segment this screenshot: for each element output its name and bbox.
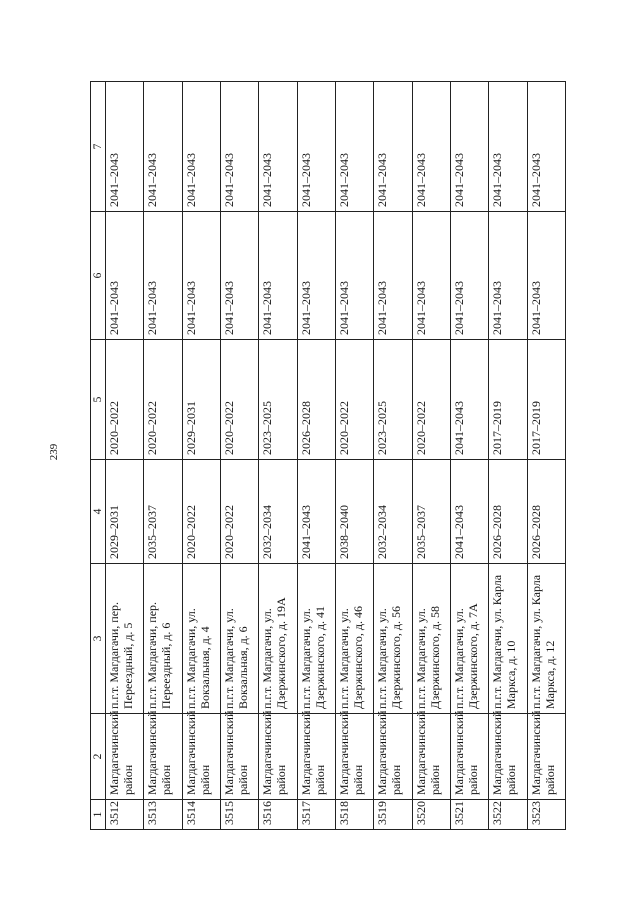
row-number-cell: 3514 (182, 800, 220, 830)
period-col6-cell: 2041–2043 (335, 212, 373, 340)
period-col5-cell: 2029–2031 (182, 340, 220, 460)
period-col7-cell: 2041–2043 (489, 82, 527, 212)
period-col6-cell: 2041–2043 (450, 212, 488, 340)
table-row (450, 82, 488, 830)
column-header: 6 (91, 212, 106, 340)
table-row (374, 82, 412, 830)
table-row (182, 82, 220, 830)
column-header: 4 (91, 460, 106, 564)
address-cell: п.г.т. Магдагачи, пер. Переездный, д. 5 (106, 564, 144, 714)
period-col4-cell: 2032–2034 (374, 460, 412, 564)
period-col7-cell: 2041–2043 (220, 82, 258, 212)
period-col7-cell: 2041–2043 (412, 82, 450, 212)
column-header: 3 (91, 564, 106, 714)
period-col6-cell: 2041–2043 (144, 212, 182, 340)
period-col5-cell: 2026–2028 (297, 340, 335, 460)
row-number-cell: 3522 (489, 800, 527, 830)
period-col4-cell: 2026–2028 (489, 460, 527, 564)
period-col4-cell: 2035–2037 (412, 460, 450, 564)
district-cell: Магдагачинский район (259, 714, 297, 800)
period-col4-cell: 2032–2034 (259, 460, 297, 564)
period-col5-cell: 2041–2043 (450, 340, 488, 460)
row-number-cell: 3518 (335, 800, 373, 830)
address-cell: п.г.т. Магдагачи, ул. Дзержинского, д. 56 (374, 564, 412, 714)
address-cell: п.г.т. Магдагачи, ул. Дзержинского, д. 58 (412, 564, 450, 714)
district-cell: Магдагачинский район (182, 714, 220, 800)
district-cell: Магдагачинский район (106, 714, 144, 800)
column-header: 2 (91, 714, 106, 800)
row-number-cell: 3519 (374, 800, 412, 830)
table-row (106, 82, 144, 830)
period-col7-cell: 2041–2043 (106, 82, 144, 212)
table-row (297, 82, 335, 830)
table-row (527, 82, 565, 830)
district-cell: Магдагачинский район (450, 714, 488, 800)
address-cell: п.г.т. Магдагачи, ул. Дзержинского, д. 46 (335, 564, 373, 714)
period-col5-cell: 2017–2019 (489, 340, 527, 460)
table-row (412, 82, 450, 830)
row-number-cell: 3517 (297, 800, 335, 830)
table-row (489, 82, 527, 830)
period-col4-cell: 2041–2043 (450, 460, 488, 564)
column-header: 1 (91, 800, 106, 830)
period-col4-cell: 2020–2022 (182, 460, 220, 564)
address-cell: п.г.т. Магдагачи, пер. Переездный, д. 6 (144, 564, 182, 714)
district-cell: Магдагачинский район (297, 714, 335, 800)
period-col5-cell: 2017–2019 (527, 340, 565, 460)
address-cell: п.г.т. Магдагачи, ул. Дзержинского, д. 41 (297, 564, 335, 714)
address-cell: п.г.т. Магдагачи, ул. Карла Маркса, д. 10 (489, 564, 527, 714)
period-col7-cell: 2041–2043 (297, 82, 335, 212)
district-cell: Магдагачинский район (335, 714, 373, 800)
period-col7-cell: 2041–2043 (374, 82, 412, 212)
column-header: 7 (91, 82, 106, 212)
page-number: 239 (48, 443, 60, 461)
period-col6-cell: 2041–2043 (220, 212, 258, 340)
period-col5-cell: 2020–2022 (106, 340, 144, 460)
period-col4-cell: 2026–2028 (527, 460, 565, 564)
period-col6-cell: 2041–2043 (489, 212, 527, 340)
district-cell: Магдагачинский район (144, 714, 182, 800)
period-col4-cell: 2038–2040 (335, 460, 373, 564)
period-col5-cell: 2023–2025 (259, 340, 297, 460)
row-number-cell: 3521 (450, 800, 488, 830)
row-number-cell: 3515 (220, 800, 258, 830)
period-col4-cell: 2041–2043 (297, 460, 335, 564)
rotated-table-container (90, 82, 566, 830)
address-cell: п.г.т. Магдагачи, ул. Карла Маркса, д. 12 (527, 564, 565, 714)
row-number-cell: 3523 (527, 800, 565, 830)
row-number-cell: 3520 (412, 800, 450, 830)
schedule-table (90, 81, 566, 830)
period-col6-cell: 2041–2043 (412, 212, 450, 340)
period-col6-cell: 2041–2043 (297, 212, 335, 340)
district-cell: Магдагачинский район (412, 714, 450, 800)
period-col5-cell: 2020–2022 (220, 340, 258, 460)
period-col6-cell: 2041–2043 (259, 212, 297, 340)
period-col5-cell: 2023–2025 (374, 340, 412, 460)
period-col4-cell: 2035–2037 (144, 460, 182, 564)
period-col7-cell: 2041–2043 (182, 82, 220, 212)
period-col5-cell: 2020–2022 (144, 340, 182, 460)
period-col6-cell: 2041–2043 (527, 212, 565, 340)
period-col5-cell: 2020–2022 (412, 340, 450, 460)
period-col7-cell: 2041–2043 (144, 82, 182, 212)
column-header: 5 (91, 340, 106, 460)
district-cell: Магдагачинский район (489, 714, 527, 800)
table-row (259, 82, 297, 830)
period-col6-cell: 2041–2043 (374, 212, 412, 340)
address-cell: п.г.т. Магдагачи, ул. Вокзальная, д. 6 (220, 564, 258, 714)
period-col5-cell: 2020–2022 (335, 340, 373, 460)
district-cell: Магдагачинский район (527, 714, 565, 800)
district-cell: Магдагачинский район (374, 714, 412, 800)
period-col7-cell: 2041–2043 (527, 82, 565, 212)
period-col4-cell: 2029–2031 (106, 460, 144, 564)
row-number-cell: 3513 (144, 800, 182, 830)
period-col7-cell: 2041–2043 (259, 82, 297, 212)
table-header-row (91, 82, 106, 830)
table-row (220, 82, 258, 830)
period-col7-cell: 2041–2043 (335, 82, 373, 212)
period-col6-cell: 2041–2043 (106, 212, 144, 340)
table-body (106, 82, 566, 830)
row-number-cell: 3512 (106, 800, 144, 830)
period-col6-cell: 2041–2043 (182, 212, 220, 340)
address-cell: п.г.т. Магдагачи, ул. Дзержинского, д. 7А (450, 564, 488, 714)
address-cell: п.г.т. Магдагачи, ул. Вокзальная, д. 4 (182, 564, 220, 714)
district-cell: Магдагачинский район (220, 714, 258, 800)
period-col7-cell: 2041–2043 (450, 82, 488, 212)
period-col4-cell: 2020–2022 (220, 460, 258, 564)
table-row (335, 82, 373, 830)
table-row (144, 82, 182, 830)
address-cell: п.г.т. Магдагачи, ул. Дзержинского, д. 19А (259, 564, 297, 714)
row-number-cell: 3516 (259, 800, 297, 830)
